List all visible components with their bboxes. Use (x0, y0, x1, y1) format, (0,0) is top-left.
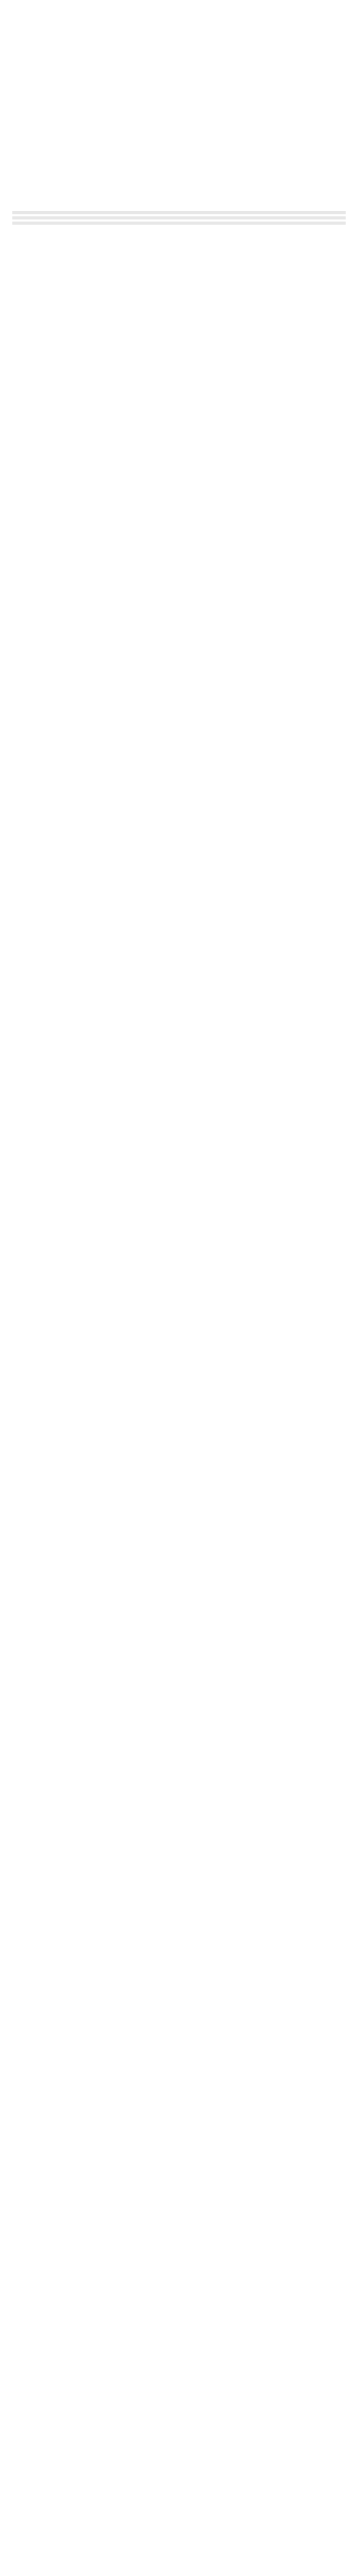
footnote-line (12, 222, 346, 225)
doc-title-1 (9, 3, 349, 16)
doc-title-3 (9, 282, 349, 296)
doc-title-2 (9, 231, 349, 244)
footnote-line (12, 216, 346, 219)
footnote-line (12, 211, 346, 214)
